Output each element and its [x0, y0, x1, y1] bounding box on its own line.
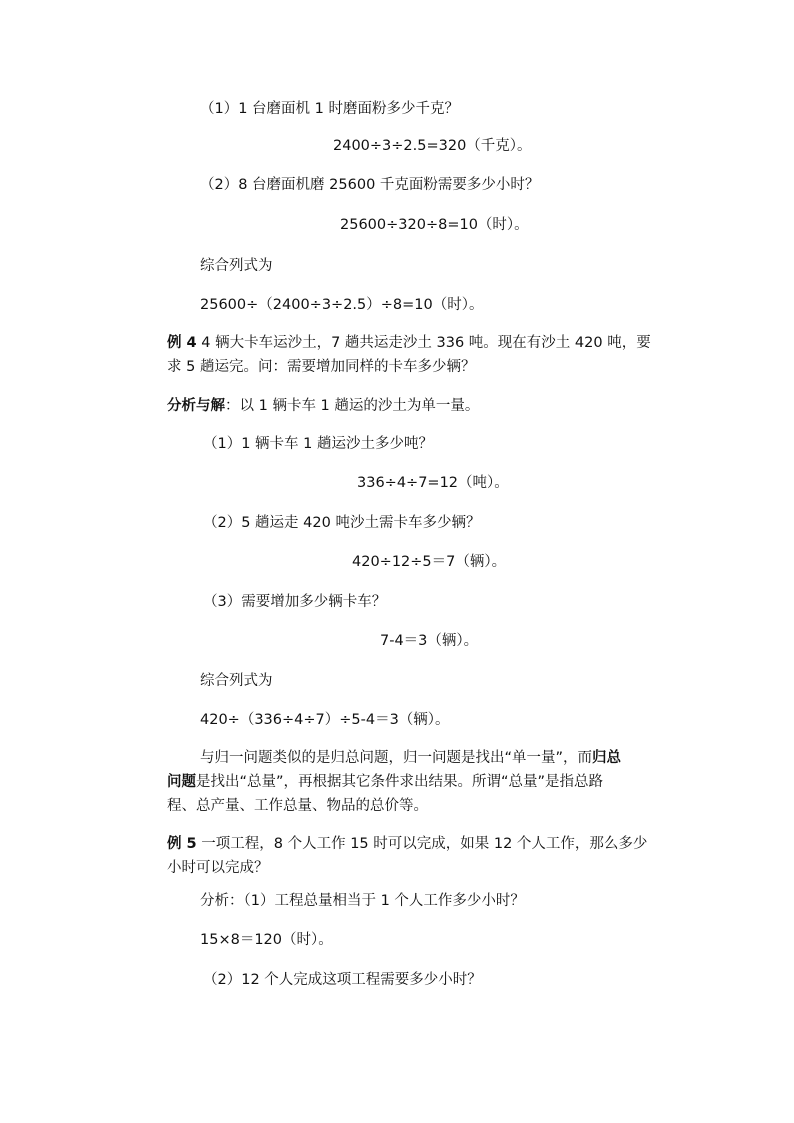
question-line: （2）8 台磨面机磨 25600 千克面粉需要多少小时？ — [200, 177, 540, 193]
equation-line: 7-4＝3（辆）。 — [380, 633, 479, 649]
text-line: 综合列式为 — [200, 673, 273, 689]
equation-line: 25600÷320÷8=10（时）。 — [340, 217, 529, 233]
equation-line: 15×8＝120（时）。 — [200, 932, 333, 948]
example-label: 例 4 — [167, 335, 197, 351]
question-line: （2）12 个人完成这项工程需要多少小时？ — [203, 972, 482, 988]
paragraph-text: 是找出“总量”，再根据其它条件求出结果。所谓“总量”是指总路 — [196, 774, 604, 790]
paragraph-line-3: 程、总产量、工作总量、物品的总价等。 — [167, 798, 428, 814]
question-line: （1）1 辆卡车 1 趟运沙土多少吨？ — [203, 436, 434, 452]
paragraph-line-1 — [200, 747, 621, 769]
example-label: 例 5 — [167, 836, 197, 852]
paragraph-line-2 — [167, 771, 603, 793]
example-5-line-2: 小时可以完成？ — [167, 860, 269, 876]
paragraph-text: 与归一问题类似的是归总问题，归一问题是找出“单一量”，而 — [200, 750, 593, 766]
example-5-line-1 — [167, 833, 647, 855]
equation-line: 336÷4÷7=12（吨）。 — [357, 475, 509, 491]
question-line: （2）5 趟运走 420 吨沙土需卡车多少辆？ — [203, 515, 481, 531]
question-line: （3）需要增加多少辆卡车？ — [203, 594, 387, 610]
equation-line: 2400÷3÷2.5=320（千克）。 — [333, 138, 532, 154]
analysis-label: 分析与解 — [167, 398, 225, 414]
equation-line: 420÷12÷5＝7（辆）。 — [352, 554, 507, 570]
example-text: 4 辆大卡车运沙土，7 趟共运走沙土 336 吨。现在有沙土 420 吨，要 — [196, 335, 651, 351]
equation-line: 420÷（336÷4÷7）÷5-4＝3（辆）。 — [200, 712, 450, 728]
analysis-line — [167, 395, 479, 417]
example-4-line-2: 求 5 趟运完。问：需要增加同样的卡车多少辆？ — [167, 359, 476, 375]
question-line: （1）1 台磨面机 1 时磨面粉多少千克？ — [200, 101, 460, 117]
equation-line: 25600÷（2400÷3÷2.5）÷8=10（时）。 — [200, 297, 484, 313]
example-text: 一项工程，8 个人工作 15 时可以完成，如果 12 个人工作，那么多少 — [196, 836, 648, 852]
example-4-line-1 — [167, 332, 651, 354]
paragraph-bold: 归总 — [592, 750, 622, 766]
paragraph-bold: 问题 — [167, 774, 196, 790]
text-line: 综合列式为 — [200, 258, 273, 274]
analysis-line: 分析：（1）工程总量相当于 1 个人工作多少小时？ — [200, 893, 525, 909]
analysis-text: ：以 1 辆卡车 1 趟运的沙土为单一量。 — [225, 398, 480, 414]
